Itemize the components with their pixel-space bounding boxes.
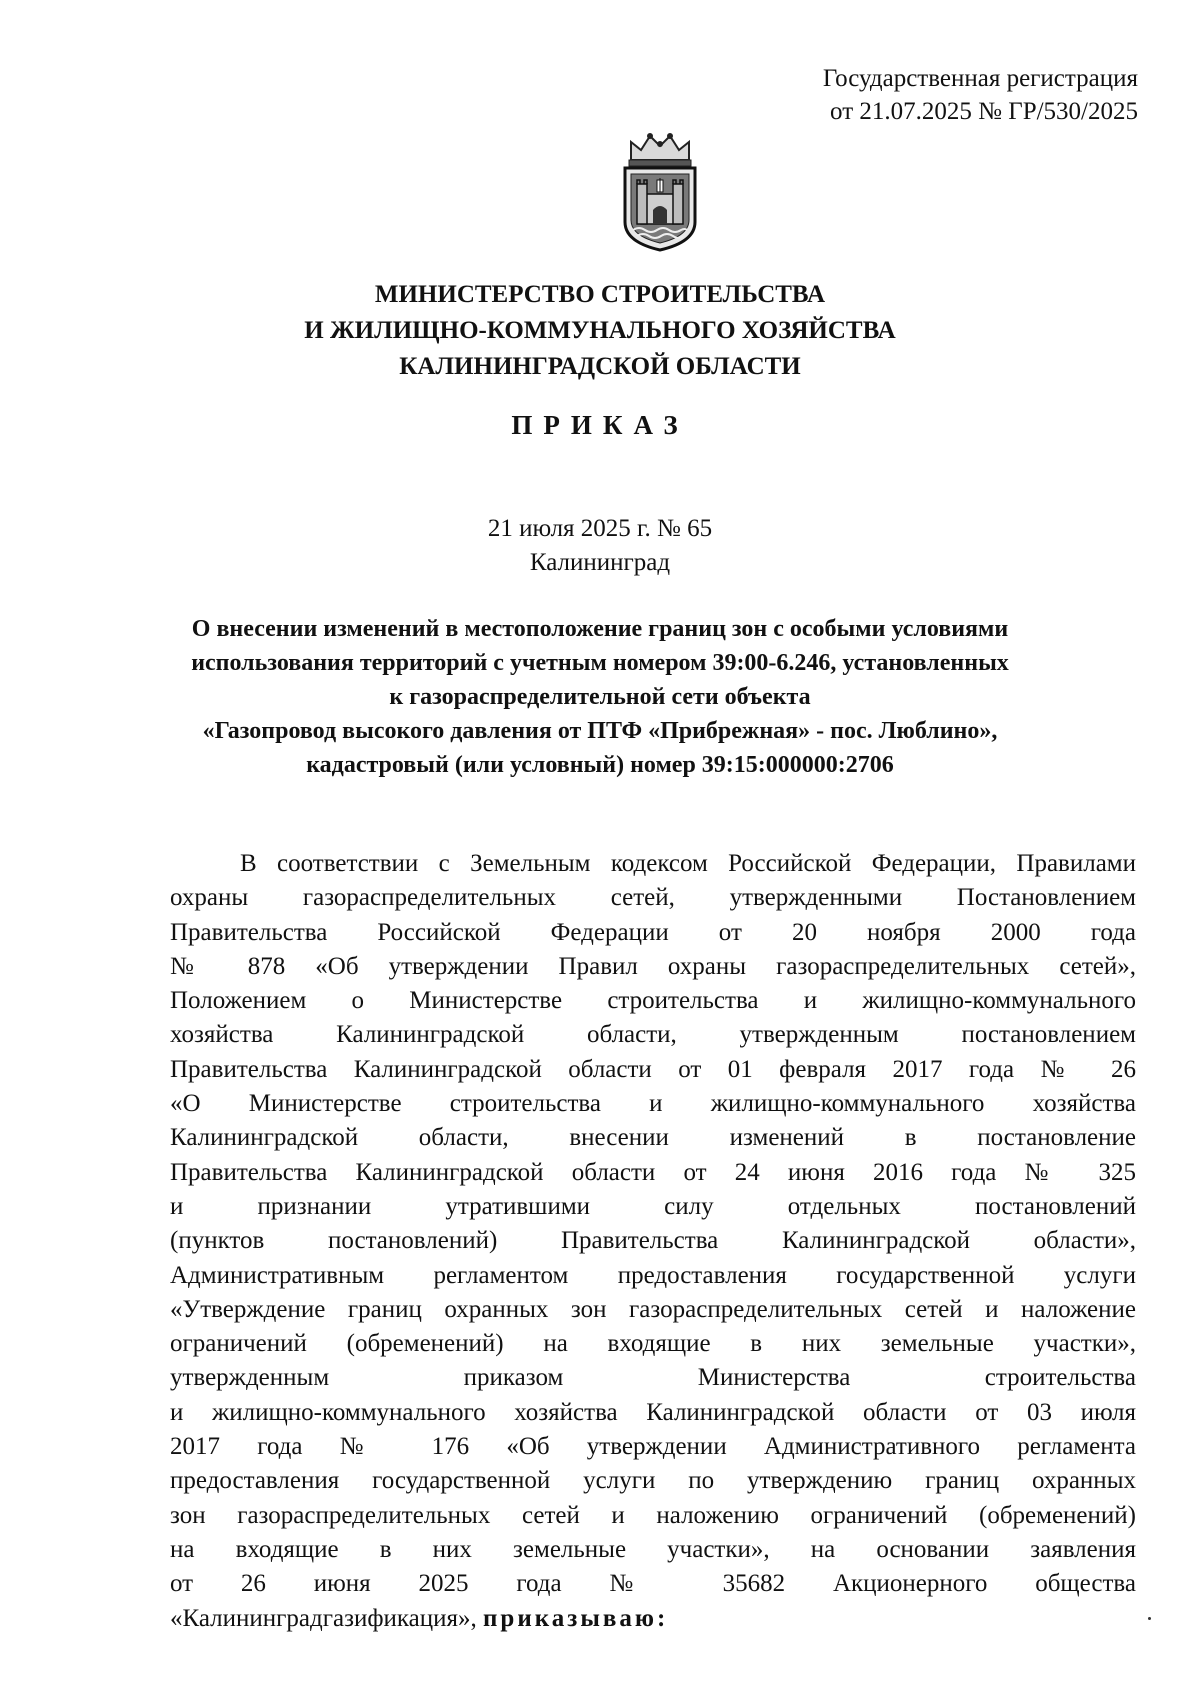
ministry-name-line-3: КАЛИНИНГРАДСКОЙ ОБЛАСТИ (399, 353, 801, 380)
ministry-name-line-2: И ЖИЛИЩНО-КОММУНАЛЬНОГО ХОЗЯЙСТВА (304, 317, 896, 344)
body-line: (пунктов постановлений) Правительства Калининградской области», (170, 1227, 1136, 1255)
body-line: «О Министерстве строительства и жилищно-коммунального хозяйства (170, 1090, 1136, 1118)
body-line: утвержденным приказом Министерства строительства (170, 1364, 1136, 1392)
document-type-heading: ПРИКАЗ (511, 410, 689, 440)
registration-line-2: от 21.07.2025 № ГР/530/2025 (830, 98, 1138, 125)
body-line: и жилищно-коммунального хозяйства Калининградской области от 03 июля (170, 1398, 1136, 1426)
body-line: ограничений (обременений) на входящие в них земельные участки», (170, 1330, 1136, 1358)
ministry-name-line-1: МИНИСТЕРСТВО СТРОИТЕЛЬСТВА (374, 281, 826, 308)
body-line: Правительства Калининградской области от 01 февраля 2017 года № 26 (170, 1055, 1136, 1083)
kaliningrad-coat-of-arms-icon (617, 130, 703, 252)
body-line: Калининградской области, внесении изменений в постановление (170, 1124, 1136, 1152)
body-line: Административным регламентом предоставления государственной услуги (170, 1261, 1136, 1289)
registration-line-1: Государственная регистрация (822, 65, 1138, 92)
body-line: Правительства Калининградской области от 24 июня 2016 года № 325 (170, 1158, 1136, 1186)
body-line: 2017 года № 176 «Об утверждении Административного регламента (170, 1433, 1136, 1461)
body-line: «Утверждение границ охранных зон газораспределительных сетей и наложение (170, 1295, 1136, 1323)
registration-stamp (618, 62, 1138, 128)
body-line: хозяйства Калининградской области, утвержденным постановлением (170, 1021, 1136, 1049)
body-line: В соответствии с Земельным кодексом Российской Федерации, Правилами (240, 850, 1136, 877)
body-line: от 26 июня 2025 года № 35682 Акционерного общества (170, 1570, 1136, 1598)
subject-line: О внесении изменений в местоположение границ зон с особыми условиями (191, 616, 1009, 642)
order-directive-word: приказываю: (483, 1604, 669, 1632)
date-and-place (100, 512, 1100, 580)
body-line: Правительства Российской Федерации от 20 ноября 2000 года (170, 918, 1136, 946)
body-final-line (170, 1602, 1136, 1636)
subject-line: кадастровый (или условный) номер 39:15:000000:2706 (306, 752, 894, 778)
order-city: Калининград (529, 549, 671, 576)
order-body-text (170, 847, 1136, 1636)
subject-line: к газораспределительной сети объекта (389, 684, 811, 710)
body-line: на входящие в них земельные участки», на основании заявления (170, 1535, 1136, 1563)
body-line: зон газораспределительных сетей и наложению ограничений (обременений) (170, 1501, 1136, 1529)
subject-line: «Газопровод высокого давления от ПТФ «Прибрежная» - пос. Люблино», (202, 718, 998, 744)
body-line: и признании утратившими силу отдельных постановлений (170, 1192, 1136, 1220)
body-line: охраны газораспределительных сетей, утвержденными Постановлением (170, 884, 1136, 912)
body-line: № 878 «Об утверждении Правил охраны газораспределительных сетей», (170, 952, 1136, 980)
body-line: предоставления государственной услуги по утверждению границ охранных (170, 1467, 1136, 1495)
order-date-number: 21 июля 2025 г. № 65 (487, 515, 713, 542)
applicant-name: «Калининградгазификация», (170, 1604, 484, 1632)
order-subject-title (120, 612, 1080, 782)
body-line: Положением о Министерстве строительства и жилищно-коммунального (170, 987, 1136, 1015)
scan-speck (1148, 1617, 1151, 1620)
ministry-name (100, 277, 1100, 385)
subject-line: использования территорий с учетным номером 39:00-6.246, установленных (191, 650, 1009, 676)
